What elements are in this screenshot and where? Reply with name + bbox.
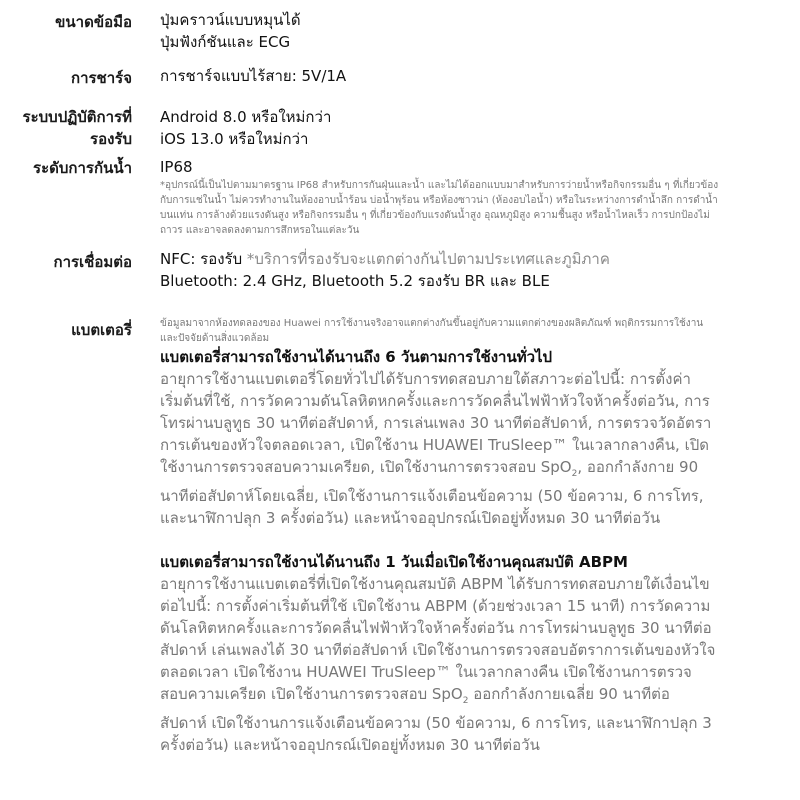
body-line: ครั้งต่อวัน) และหน้าจออุปกรณ์เปิดอยู่ทั้งหมด 30 นาทีต่อวัน xyxy=(160,736,540,754)
body-line xyxy=(160,456,790,485)
spec-label: ระดับการกันน้ำ xyxy=(33,159,132,177)
label-line: รองรับ xyxy=(90,130,132,148)
spec-label: การชาร์จ xyxy=(70,69,132,87)
bluetooth-value: Bluetooth: 2.4 GHz, Bluetooth 5.2 รองรับ BR และ BLE xyxy=(160,272,550,290)
subscript: 2 xyxy=(462,696,469,706)
spec-value xyxy=(160,248,790,292)
nfc-note: *บริการที่รองรับจะแตกต่างกันไปตามประเทศและภูมิภาค xyxy=(246,250,610,268)
spec-label: แบตเตอรี่ xyxy=(71,321,132,339)
label-line: ระบบปฏิบัติการที่ xyxy=(22,108,132,126)
value-line: ปุ่มฟังก์ชันและ ECG xyxy=(160,33,291,51)
water-rating: IP68 xyxy=(160,158,193,176)
body-text: ออกกำลังกายเฉลี่ย 90 นาทีต่อ xyxy=(468,685,670,703)
body-text: ใช้งานการตรวจสอบความเครียด, เปิดใช้งานการตรวจสอบ SpO xyxy=(160,458,572,476)
spec-value xyxy=(160,316,790,756)
spec-value xyxy=(160,156,790,238)
value-line: ปุ่มคราวน์แบบหมุนได้ xyxy=(160,11,301,29)
body-line: สัปดาห์ เปิดใช้งานการแจ้งเตือนข้อความ (50 ข้อความ, 6 การโทร, และนาฬิกาปลุก 3 xyxy=(160,714,712,732)
battery-section-1-body xyxy=(160,368,790,529)
note-line: บนแท่น การล้างด้วยแรงดันสูง หรือกิจกรรมอื่น ๆ ที่เกี่ยวข้องกับแรงดันน้ำสูง อุณหภูมิสูง ความชื้นสูง หรือน้ำไหลเร็ว การปกป้องไม่ xyxy=(160,210,710,221)
battery-section-2-title: แบตเตอรี่สามารถใช้งานได้นานถึง 1 วันเมื่อเปิดใช้งานคุณสมบัติ ABPM xyxy=(160,553,628,571)
body-line: อายุการใช้งานแบตเตอรี่ที่เปิดใช้งานคุณสมบัติ ABPM ได้รับการทดสอบภายใต้เงื่อนไข xyxy=(160,575,710,593)
body-line: ต่อไปนี้: การตั้งค่าเริ่มต้นที่ใช้ เปิดใช้งาน ABPM (ด้วยช่วงเวลา 15 นาที) การวัดความ xyxy=(160,597,711,615)
body-text: สอบความเครียด เปิดใช้งานการตรวจสอบ SpO xyxy=(160,685,463,703)
body-line: โทรผ่านบลูทูธ 30 นาทีต่อสัปดาห์, การเล่นเพลง 30 นาทีต่อสัปดาห์, การตรวจวัดอัตรา xyxy=(160,414,712,432)
water-note xyxy=(160,178,790,238)
body-line xyxy=(160,683,790,712)
body-text: , ออกกำลังกาย 90 xyxy=(577,458,699,476)
nfc-value: NFC: รองรับ xyxy=(160,250,243,268)
body-line: และนาฬิกาปลุก 3 ครั้งต่อวัน) และหน้าจออุปกรณ์เปิดอยู่ทั้งหมด 30 นาทีต่อวัน xyxy=(160,509,661,527)
subscript: 2 xyxy=(571,469,578,479)
spec-value xyxy=(160,65,790,87)
note-line: ถาวร และอาจลดลงตามการสึกหรอในแต่ละวัน xyxy=(160,225,360,236)
spec-label: ขนาดข้อมือ xyxy=(55,13,132,31)
note-line: ข้อมูลมาจากห้องทดลองของ Huawei การใช้งานจริงอาจแตกต่างกันขึ้นอยู่กับความแตกต่างของผลิตภัณฑ์ พฤติกรรมการใช้งาน xyxy=(160,318,704,329)
battery-section-1-title: แบตเตอรี่สามารถใช้งานได้นานถึง 6 วันตามการใช้งานทั่วไป xyxy=(160,348,553,366)
spec-value xyxy=(160,106,790,150)
battery-note xyxy=(160,316,790,346)
note-line: และปัจจัยด้านสิ่งแวดล้อม xyxy=(160,333,270,344)
body-line: ตลอดเวลา เปิดใช้งาน HUAWEI TruSleep™ ในเวลากลางคืน เปิดใช้งานการตรวจ xyxy=(160,663,692,681)
spec-label xyxy=(23,106,132,150)
battery-section-2-body xyxy=(160,573,790,756)
value-line: iOS 13.0 หรือใหม่กว่า xyxy=(160,130,309,148)
spec-label: การเชื่อมต่อ xyxy=(53,253,132,271)
body-line: การเต้นของหัวใจตลอดเวลา, เปิดใช้งาน HUAWEI TruSleep™ ในเวลากลางคืน, เปิด xyxy=(160,436,709,454)
nfc-line xyxy=(160,248,790,270)
body-line: เริ่มต้นที่ใช้, การวัดความดันโลหิตหกครั้งและการวัดคลื่นไฟฟ้าหัวใจห้าครั้งต่อวัน, การ xyxy=(160,392,710,410)
value-line: Android 8.0 หรือใหม่กว่า xyxy=(160,108,332,126)
body-line: ดันโลหิตหกครั้งและการวัดคลื่นไฟฟ้าหัวใจห้าครั้งต่อวัน การโทรผ่านบลูทูธ 30 นาทีต่อ xyxy=(160,619,712,637)
body-line: อายุการใช้งานแบตเตอรี่โดยทั่วไปได้รับการทดสอบภายใต้สภาวะต่อไปนี้: การตั้งค่า xyxy=(160,370,691,388)
value-line: การชาร์จแบบไร้สาย: 5V/1A xyxy=(160,67,347,85)
note-line: *อุปกรณ์นี้เป็นไปตามมาตรฐาน IP68 สำหรับการกันฝุ่นและน้ำ และไม่ได้ออกแบบมาสำหรับการว่ายน้ำหรือกิจกรรมอื่น ๆ ที่เกี่ยวข้อง xyxy=(160,180,719,191)
body-line: สัปดาห์ เล่นเพลงได้ 30 นาทีต่อสัปดาห์ เปิดใช้งานการตรวจสอบอัตราการเต้นของหัวใจ xyxy=(160,641,716,659)
note-line: กับการแช่ในน้ำ ไม่ควรทำงานในห้องอาบน้ำร้อน บ่อน้ำพุร้อน หรือห้องซาวน่า (ห้องอบไอน้ำ) หรือในระหว่างการดำน้ำลึก การดำน้ำ xyxy=(160,195,718,206)
spec-value xyxy=(160,9,790,53)
body-line: นาทีต่อสัปดาห์โดยเฉลี่ย, เปิดใช้งานการแจ้งเตือนข้อความ (50 ข้อความ, 6 การโทร, xyxy=(160,487,704,505)
